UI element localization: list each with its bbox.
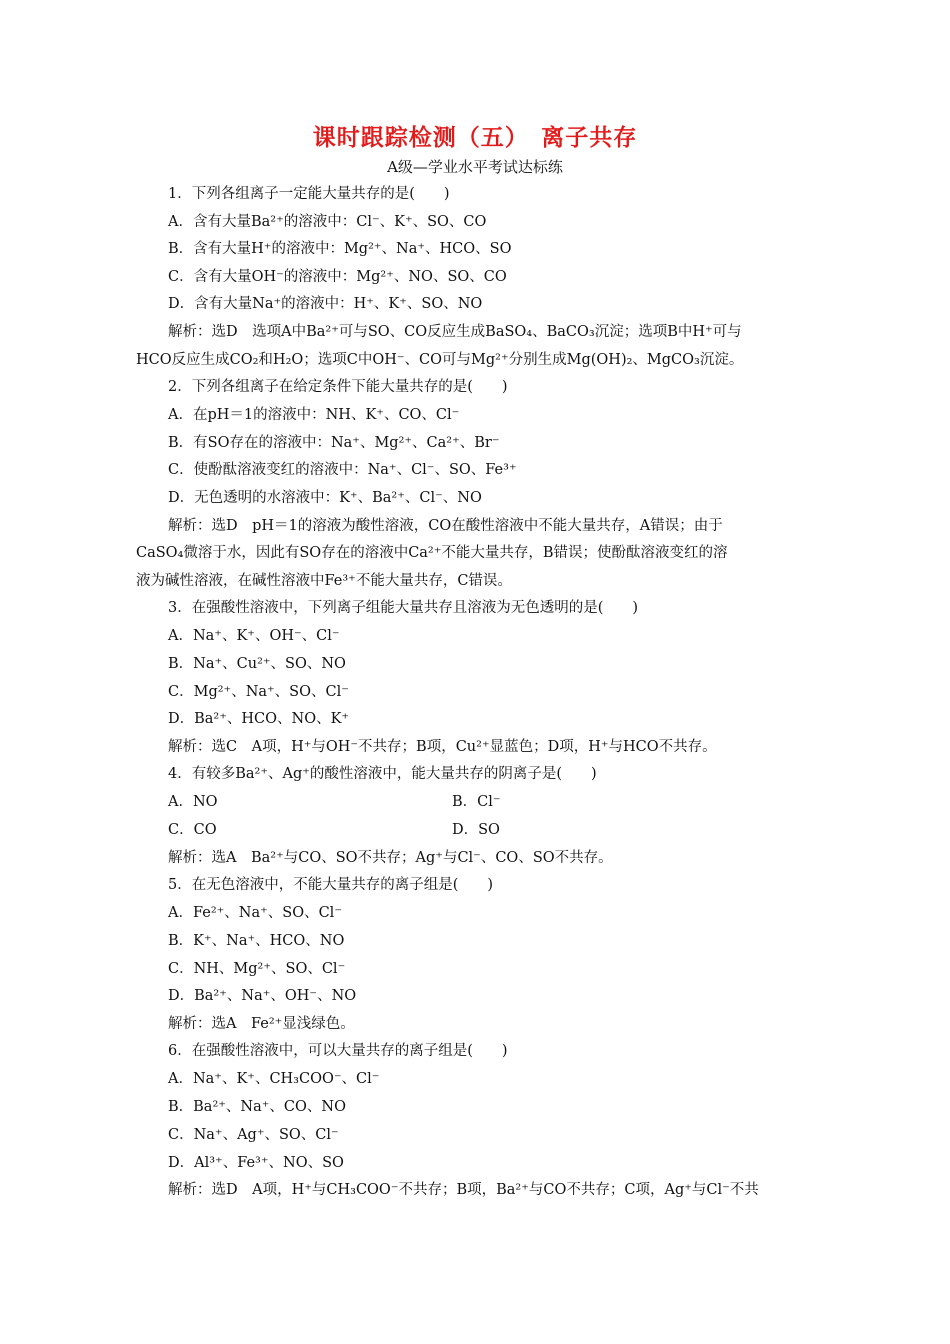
- analysis-1-line-2: HCO反应生成CO₂和H₂O；选项C中OH⁻、CO可与Mg²⁺分别生成Mg(OH)₂、MgCO₃沉淀。: [136, 352, 744, 368]
- analysis-3: 解析：选C A项，H⁺与OH⁻不共存；B项，Cu²⁺显蓝色；D项，H⁺与HCO不共存。: [168, 739, 717, 755]
- option-1c: C．含有大量OH⁻的溶液中：Mg²⁺、NO、SO、CO: [168, 269, 507, 285]
- option-2c: C．使酚酞溶液变红的溶液中：Na⁺、Cl⁻、SO、Fe³⁺: [168, 462, 517, 478]
- option-4a: A．NO: [168, 794, 218, 810]
- question-1: 1．下列各组离子一定能大量共存的是( ): [168, 186, 450, 202]
- analysis-2-line-2: CaSO₄微溶于水，因此有SO存在的溶液中Ca²⁺不能大量共存，B错误；使酚酞溶液变红的溶: [136, 545, 728, 561]
- analysis-4: 解析：选A Ba²⁺与CO、SO不共存；Ag⁺与Cl⁻、CO、SO不共存。: [168, 850, 613, 866]
- analysis-2-line-1: 解析：选D pH＝1的溶液为酸性溶液，CO在酸性溶液中不能大量共存，A错误；由于: [168, 518, 723, 534]
- analysis-1-line-1: 解析：选D 选项A中Ba²⁺可与SO、CO反应生成BaSO₄、BaCO₃沉淀；选项B中H⁺可与: [168, 324, 742, 340]
- page-title: 课时跟踪检测（五） 离子共存: [312, 124, 638, 151]
- question-6: 6．在强酸性溶液中，可以大量共存的离子组是( ): [168, 1043, 508, 1059]
- option-6a: A．Na⁺、K⁺、CH₃COO⁻、Cl⁻: [168, 1071, 380, 1087]
- question-5: 5．在无色溶液中，不能大量共存的离子组是( ): [168, 877, 494, 893]
- option-6b: B．Ba²⁺、Na⁺、CO、NO: [168, 1099, 346, 1115]
- question-3: 3．在强酸性溶液中，下列离子组能大量共存且溶液为无色透明的是( ): [168, 600, 639, 616]
- option-5b: B．K⁺、Na⁺、HCO、NO: [168, 933, 345, 949]
- question-4: 4．有较多Ba²⁺、Ag⁺的酸性溶液中，能大量共存的阴离子是( ): [168, 766, 597, 782]
- option-5a: A．Fe²⁺、Na⁺、SO、Cl⁻: [168, 905, 342, 921]
- option-1a: A．含有大量Ba²⁺的溶液中：Cl⁻、K⁺、SO、CO: [168, 214, 487, 230]
- option-6d: D．Al³⁺、Fe³⁺、NO、SO: [168, 1155, 344, 1171]
- analysis-5: 解析：选A Fe²⁺显浅绿色。: [168, 1016, 355, 1032]
- option-3d: D．Ba²⁺、HCO、NO、K⁺: [168, 711, 350, 727]
- question-2: 2．下列各组离子在给定条件下能大量共存的是( ): [168, 379, 508, 395]
- option-5d: D．Ba²⁺、Na⁺、OH⁻、NO: [168, 988, 357, 1004]
- option-3a: A．Na⁺、K⁺、OH⁻、Cl⁻: [168, 628, 340, 644]
- option-3c: C．Mg²⁺、Na⁺、SO、Cl⁻: [168, 684, 349, 700]
- option-2a: A．在pH＝1的溶液中：NH、K⁺、CO、Cl⁻: [168, 407, 460, 423]
- option-5c: C．NH、Mg²⁺、SO、Cl⁻: [168, 961, 346, 977]
- option-4c: C．CO: [168, 822, 217, 838]
- option-4d: D．SO: [452, 822, 500, 838]
- option-6c: C．Na⁺、Ag⁺、SO、Cl⁻: [168, 1127, 339, 1143]
- option-3b: B．Na⁺、Cu²⁺、SO、NO: [168, 656, 346, 672]
- option-1d: D．含有大量Na⁺的溶液中：H⁺、K⁺、SO、NO: [168, 296, 483, 312]
- option-2d: D．无色透明的水溶液中：K⁺、Ba²⁺、Cl⁻、NO: [168, 490, 482, 506]
- analysis-2-line-3: 液为碱性溶液，在碱性溶液中Fe³⁺不能大量共存，C错误。: [136, 573, 512, 589]
- option-2b: B．有SO存在的溶液中：Na⁺、Mg²⁺、Ca²⁺、Br⁻: [168, 435, 500, 451]
- section-subtitle: A级—学业水平考试达标练: [387, 158, 563, 176]
- analysis-6: 解析：选D A项，H⁺与CH₃COO⁻不共存；B项，Ba²⁺与CO不共存；C项，Ag⁺与Cl⁻不共: [168, 1182, 759, 1198]
- option-1b: B．含有大量H⁺的溶液中：Mg²⁺、Na⁺、HCO、SO: [168, 241, 512, 257]
- option-4b: B．Cl⁻: [452, 794, 501, 810]
